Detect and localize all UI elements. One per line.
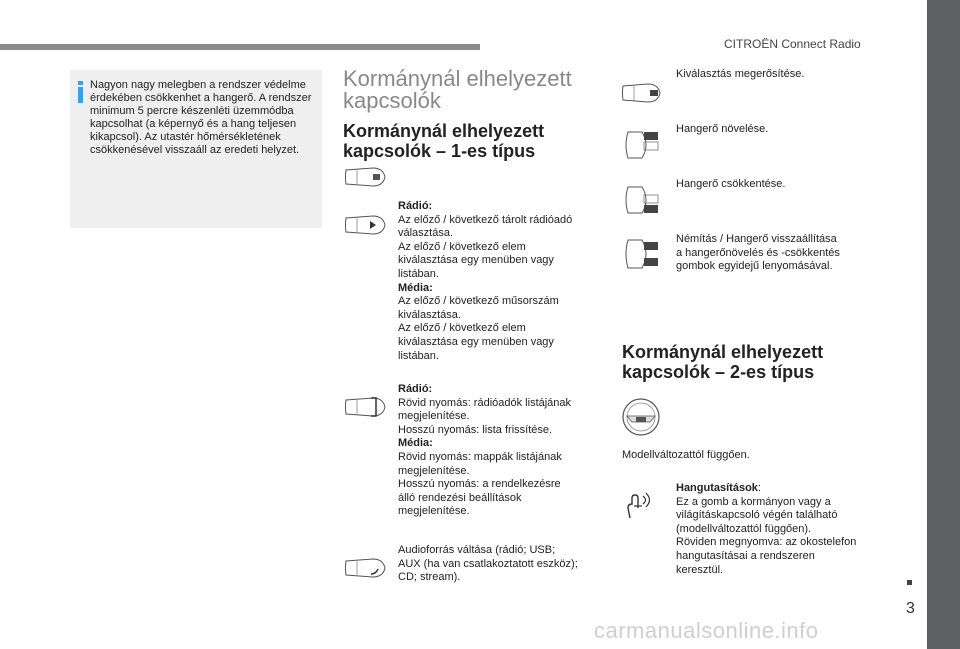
volume-down-text: Hangerő csökkentése. <box>676 178 786 190</box>
info-icon <box>78 81 84 103</box>
section-title: Kormánynál elhelyezett kapcsolók <box>343 66 572 113</box>
stalk-source-icon <box>343 555 389 581</box>
type1-item-source: Audioforrás váltása (rádió; USB; AUX (ha van csatlakoztatott eszköz); CD; stream). <box>398 544 578 584</box>
voice-command-icon <box>624 490 654 522</box>
steering-wheel-icon <box>620 396 662 438</box>
page-marker <box>907 580 912 585</box>
voice-command-text: Hangutasítások: Ez a gomb a kormányon vagy a világításkapcsoló végén található (modellváltozattól függően). Röviden megnyomva: az okostelefon hangutasításai a rendszeren keresztül. <box>676 482 857 576</box>
model-dependent-text: Modellváltozattól függően. <box>622 449 750 461</box>
info-note <box>70 70 322 228</box>
stalk-control-icon <box>343 164 389 190</box>
page-number: 3 <box>906 600 915 617</box>
type1-item-radio-media: Rádió: Az előző / következő tárolt rádióadó választása. Az előző / következő elem kiválasztása egy menüben vagy listában. Média: Az előző / következő műsorszám kiválasztása. Az előző / következő elem kiválasztása egy menüben vagy listában. <box>398 200 573 362</box>
volume-down-icon <box>620 183 664 217</box>
page-edge-strip <box>927 0 960 649</box>
type1-item-list: Rádió: Rövid nyomás: rádióadók listájának megjelenítése. Hosszú nyomás: lista frissítése. Média: Rövid nyomás: mappák listájának megjelenítése. Hosszú nyomás: a rendelkezésre álló rendezési beállítások megjelenítése. <box>398 383 572 518</box>
type1-title: Kormánynál elhelyezett kapcsolók – 1-es típus <box>343 121 545 161</box>
header-title: CITROËN Connect Radio <box>724 37 861 51</box>
volume-up-text: Hangerő növelése. <box>676 123 769 135</box>
watermark: carmanualsonline.info <box>594 618 819 643</box>
stalk-seek-icon <box>343 212 389 238</box>
info-note-text: Nagyon nagy melegben a rendszer védelme érdekében csökkenhet a hangerő. A rendszer minimum 5 percre készenléti üzemmódba kapcsolhat (a képernyő és a hang teljesen kikapcsol). Az utastér hőmérsékletének csökkenésével visszaáll az eredeti helyzet. <box>90 79 312 156</box>
mute-text: Némítás / Hangerő visszaállítása a hangerőnövelés és -csökkentés gombok egyidejű lenyomásával. <box>676 233 840 273</box>
stalk-confirm-icon <box>620 80 664 106</box>
confirm-text: Kiválasztás megerősítése. <box>676 68 805 80</box>
mute-icon <box>620 236 664 272</box>
volume-up-icon <box>620 128 664 162</box>
type2-title: Kormánynál elhelyezett kapcsolók – 2-es típus <box>622 342 824 382</box>
stalk-list-icon <box>343 394 389 420</box>
header-rule <box>0 44 480 50</box>
